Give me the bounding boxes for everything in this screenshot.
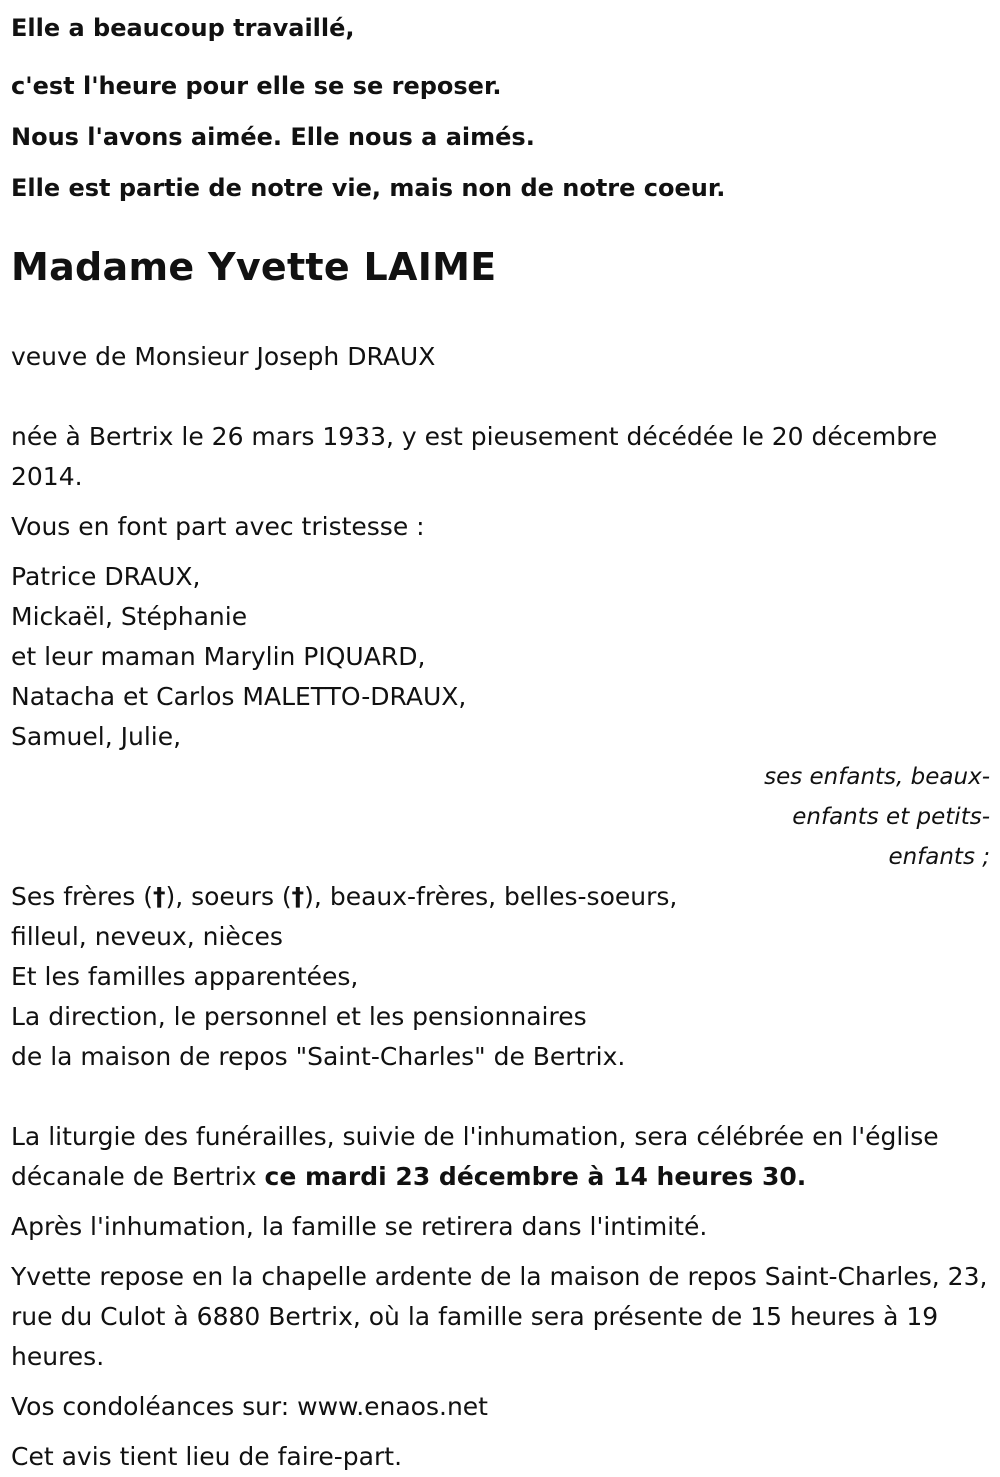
children-list [11,557,990,757]
family-line: Samuel, Julie, [11,722,182,751]
birth-death: née à Bertrix le 26 mars 1933, y est pieusement décédée le 20 décembre 2014. [11,422,938,491]
after-burial: Après l'inhumation, la famille se retirera dans l'intimité. [11,1212,708,1241]
others-list [11,877,990,1077]
condolences: Vos condoléances sur: www.enaos.net [11,1392,488,1421]
poem-line: c'est l'heure pour elle se se reposer. [11,72,502,100]
siblings-text-a: Ses frères ( [11,882,153,911]
poem-line: Elle a beaucoup travaillé, [11,14,355,42]
liturgy-paragraph [11,1117,990,1197]
cross-icon: † [291,882,305,911]
children-relation: ses enfants, beaux-enfants et petits-enfants ; [764,764,990,870]
family-line: Mickaël, Stéphanie [11,602,248,631]
announcement: Vous en font part avec tristesse : [11,512,425,541]
cross-icon: † [152,882,166,911]
liturgy-date: ce mardi 23 décembre à 14 heures 30. [264,1162,807,1191]
deceased-name: Madame Yvette LAIME [11,245,497,289]
poem-line: Elle est partie de notre vie, mais non de notre coeur. [11,174,726,202]
liturgy-text: La liturgie des funérailles, suivie de l'inhumation, sera célébrée en l'église décanale de Bertrix [11,1122,939,1191]
family-line: de la maison de repos "Saint-Charles" de Bertrix. [11,1042,626,1071]
family-line: Et les familles apparentées, [11,962,359,991]
siblings-line [11,877,990,917]
poem [11,0,990,214]
family-line: La direction, le personnel et les pensionnaires [11,1002,587,1031]
siblings-text-c: ), beaux-frères, belles-soeurs, [304,882,678,911]
notice-statement: Cet avis tient lieu de faire-part. [11,1442,403,1471]
widow-of: veuve de Monsieur Joseph DRAUX [11,342,436,371]
poem-line: Nous l'avons aimée. Elle nous a aimés. [11,123,535,151]
siblings-text-b: ), soeurs ( [165,882,292,911]
family-line: filleul, neveux, nièces [11,922,283,951]
family-line: Patrice DRAUX, [11,562,201,591]
family-line: Natacha et Carlos MALETTO-DRAUX, [11,682,467,711]
rest-place: Yvette repose en la chapelle ardente de la maison de repos Saint-Charles, 23, rue du Culot à 6880 Bertrix, où la famille sera présente de 15 heures à 19 heures. [11,1262,988,1371]
family-line: et leur maman Marylin PIQUARD, [11,642,426,671]
